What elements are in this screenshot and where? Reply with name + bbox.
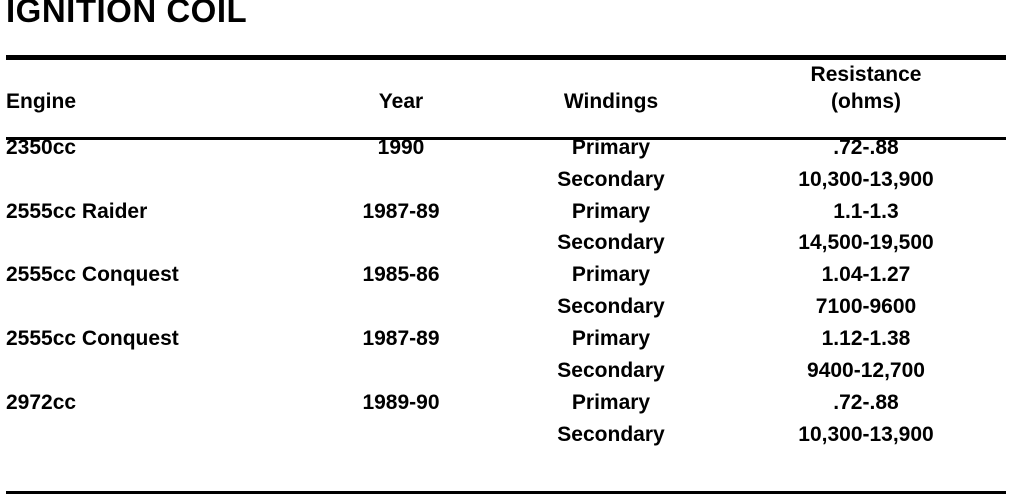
cell-winding-primary: Primary	[571, 327, 651, 351]
cell-engine: 2972cc	[6, 391, 77, 414]
cell-year: 1987-89	[362, 199, 440, 223]
table-row	[6, 387, 1006, 419]
cell-resistance-primary: .72-.88	[833, 391, 899, 414]
table-header	[6, 62, 1006, 116]
table-body	[6, 116, 1006, 451]
column-header-resistance	[726, 62, 1006, 116]
cell-winding-primary: Primary	[571, 199, 651, 223]
cell-resistance-secondary: 7100-9600	[815, 295, 917, 319]
cell-resistance-primary: 1.12-1.38	[821, 327, 911, 351]
cell-winding-secondary: Secondary	[557, 295, 665, 319]
column-header-windings: Windings	[563, 89, 659, 113]
cell-year: 1985-86	[362, 263, 440, 287]
table-header-row	[6, 62, 1006, 116]
column-header-resistance-line2: (ohms)	[831, 89, 901, 113]
cell-winding-secondary: Secondary	[557, 167, 665, 191]
cell-resistance-primary: 1.1-1.3	[833, 199, 899, 223]
cell-engine: 2555cc Raider	[6, 199, 148, 223]
cell-resistance-primary: 1.04-1.27	[821, 263, 911, 287]
table-row	[6, 259, 1006, 291]
cell-winding-secondary: Secondary	[557, 231, 665, 255]
cell-year: 1987-89	[362, 327, 440, 351]
column-header-resistance-line1: Resistance	[810, 63, 922, 86]
spacer-cell	[6, 116, 1006, 132]
table-row	[6, 132, 1006, 164]
column-header-year: Year	[378, 89, 424, 113]
cell-engine: 2555cc Conquest	[6, 263, 179, 287]
table-bottom-divider	[6, 491, 1006, 494]
cell-resistance-secondary: 10,300-13,900	[798, 167, 934, 191]
table-row	[6, 196, 1006, 228]
header-top-divider	[6, 55, 1006, 60]
table-row	[6, 323, 1006, 355]
ignition-coil-spec-table	[6, 62, 1006, 451]
cell-engine: 2555cc Conquest	[6, 327, 179, 351]
cell-resistance-primary: .72-.88	[833, 135, 899, 159]
cell-engine: 2350cc	[6, 135, 77, 159]
cell-resistance-secondary: 10,300-13,900	[798, 422, 934, 446]
cell-winding-secondary: Secondary	[557, 422, 665, 446]
cell-winding-primary: Primary	[571, 135, 651, 159]
cell-winding-primary: Primary	[571, 391, 651, 414]
cell-resistance-secondary: 14,500-19,500	[798, 231, 934, 255]
page-title: IGNITION COIL	[6, 0, 248, 29]
cell-winding-primary: Primary	[571, 263, 651, 287]
column-header-engine: Engine	[6, 89, 77, 113]
cell-resistance-secondary: 9400-12,700	[807, 359, 925, 383]
header-body-spacer	[6, 116, 1006, 132]
cell-year: 1990	[377, 135, 425, 159]
cell-year: 1989-90	[362, 391, 440, 414]
cell-winding-secondary: Secondary	[557, 359, 665, 383]
